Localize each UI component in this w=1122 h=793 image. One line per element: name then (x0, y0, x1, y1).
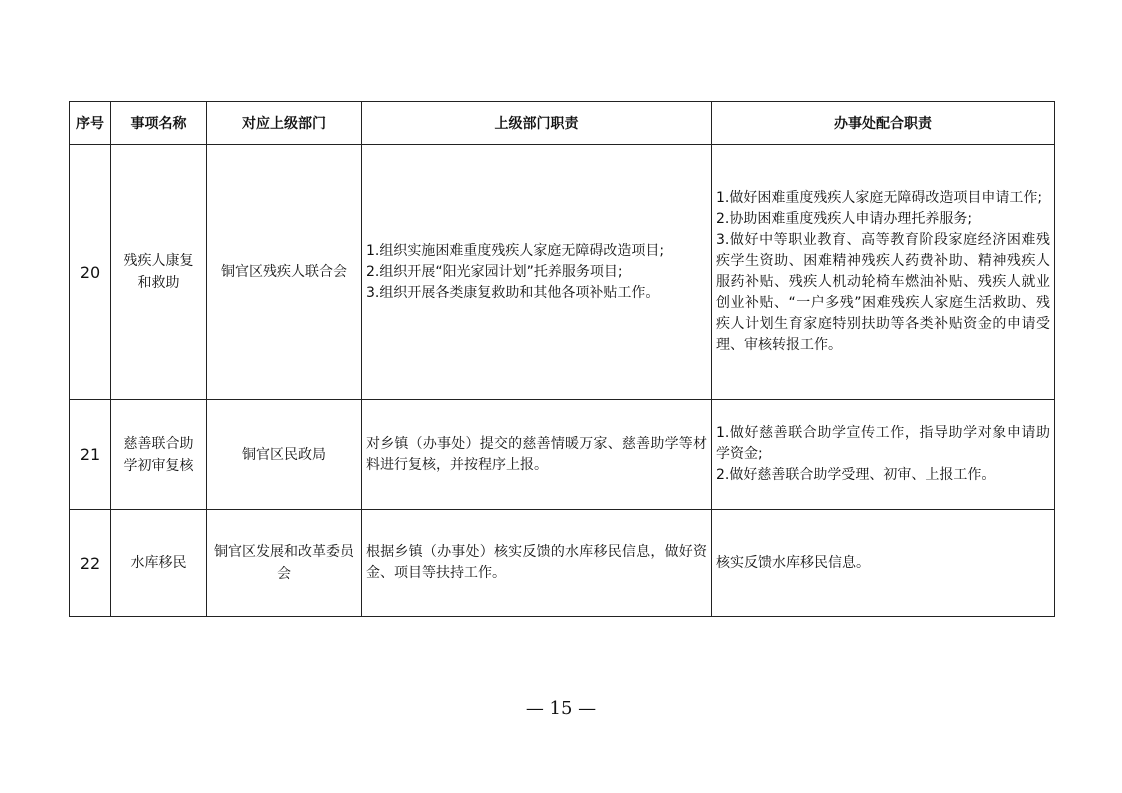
row-item-name: 残疾人康复和救助 (111, 145, 207, 400)
table-row (70, 400, 1055, 510)
duty-line: 核实反馈水库移民信息。 (716, 554, 870, 571)
row-office-duty (712, 145, 1055, 400)
row-department-duty (362, 400, 712, 510)
row-office-duty (712, 400, 1055, 510)
table-row (70, 510, 1055, 617)
header-department-duty: 上级部门职责 (362, 102, 712, 145)
row-item-name: 慈善联合助学初审复核 (111, 400, 207, 510)
row-item-name: 水库移民 (111, 510, 207, 617)
duty-line: 对乡镇（办事处）提交的慈善情暖万家、慈善助学等材料进行复核，并按程序上报。 (366, 435, 707, 473)
duty-line: 1.做好困难重度残疾人家庭无障碍改造项目申请工作; (716, 190, 1043, 206)
header-office-duty: 办事处配合职责 (712, 102, 1055, 145)
duty-line: 1.做好慈善联合助学宣传工作，指导助学对象申请助学资金; (716, 425, 1050, 462)
duty-line: 1.组织实施困难重度残疾人家庭无障碍改造项目; (366, 242, 665, 259)
row-department: 铜官区发展和改革委员会 (207, 510, 362, 617)
row-seq: 22 (70, 510, 111, 617)
row-seq: 20 (70, 145, 111, 400)
row-department: 铜官区民政局 (207, 400, 362, 510)
row-office-duty (712, 510, 1055, 617)
header-item-name: 事项名称 (111, 102, 207, 145)
duty-line: 根据乡镇（办事处）核实反馈的水库移民信息，做好资金、项目等扶持工作。 (366, 544, 707, 581)
row-department-duty (362, 145, 712, 400)
header-department: 对应上级部门 (207, 102, 362, 145)
row-seq: 21 (70, 400, 111, 510)
duty-line: 2.做好慈善联合助学受理、初审、上报工作。 (716, 467, 996, 483)
duty-line: 3.做好中等职业教育、高等教育阶段家庭经济困难残疾学生资助、困难精神残疾人药费补助、精神残疾人服药补贴、残疾人机动轮椅车燃油补贴、残疾人就业创业补贴、“一户多残”困难残疾人家庭生活救助、残疾人计划生育家庭特别扶助等各类补贴资金的申请受理、审核转报工作。 (716, 232, 1050, 353)
page-number: — 15 — (525, 698, 597, 719)
duty-line: 2.协助困难重度残疾人申请办理托养服务; (716, 211, 973, 227)
duty-line: 2.组织开展“阳光家园计划”托养服务项目; (366, 263, 623, 280)
row-department-duty (362, 510, 712, 617)
duty-table (69, 101, 1055, 617)
header-seq: 序号 (70, 102, 111, 145)
table-row (70, 145, 1055, 400)
table-header-row (70, 102, 1055, 145)
row-department: 铜官区残疾人联合会 (207, 145, 362, 400)
duty-line: 3.组织开展各类康复救助和其他各项补贴工作。 (366, 284, 660, 301)
